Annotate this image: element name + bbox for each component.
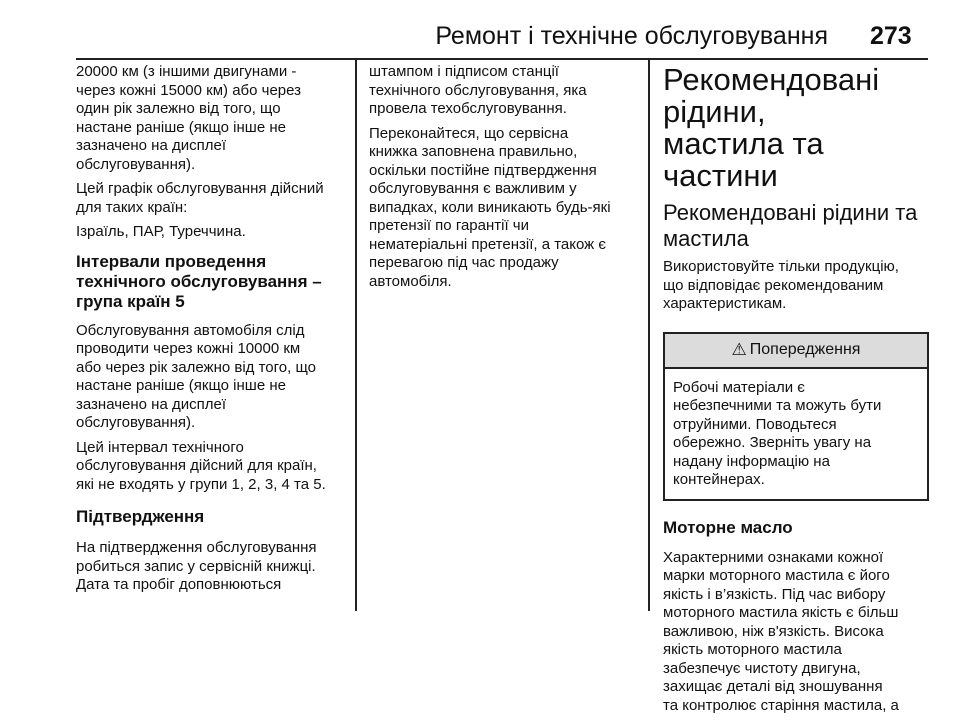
paragraph: На підтвердження обслуговування робиться запис у сервісній книжці. Дата та пробіг доповнюються bbox=[76, 539, 317, 593]
warning-text: Робочі матеріали є небезпечними та можуть бути отруйними. Поводьтеся обережно. Зверніть увагу на надану інформацію на контейнерах. bbox=[673, 378, 882, 488]
column-1 bbox=[76, 60, 344, 601]
warning-box bbox=[663, 332, 929, 501]
paragraph: 20000 км (з іншими двигунами - через кожні 15000 км) або через один рік залежно від того, що настане раніше (якщо інше не зазначено на дисплеї обслуговування). bbox=[76, 63, 302, 173]
column-divider-2 bbox=[648, 60, 650, 611]
paragraph: Цей інтервал технічного обслуговування дійсний для країн, які не входять у групи 1, 2, 3, 4 та 5. bbox=[76, 438, 326, 493]
column-2 bbox=[369, 60, 637, 297]
section-heading: Інтервали проведення технічного обслуговування – група країн 5 bbox=[76, 251, 322, 311]
paragraph: Характерними ознаками кожної марки моторного мастила є його якість і в’язкість. Під час вибору моторного мастила якість є більш важливою, ніж в'язкість. Висока якість моторного мастила забезпечує чистоту двигуна, захищає деталі від зношування та контролює старіння мастила, а bbox=[663, 548, 899, 714]
paragraph: Обслуговування автомобіля слід проводити через кожні 10000 км або через рік залежно від того, що настане раніше (якщо інше не зазначено на дисплеї обслуговування). bbox=[76, 321, 316, 431]
paragraph: Ізраїль, ПАР, Туреччина. bbox=[76, 223, 246, 240]
column-divider-1 bbox=[355, 60, 357, 611]
subsection-heading: Моторне масло bbox=[663, 517, 793, 537]
paragraph: Переконайтеся, що сервісна книжка заповнена правильно, оскільки постійне підтвердження обслуговування є важливим у випадках, коли виникають будь-які претензії по гарантії чи нематеріальні претензії, а також є перевагою під час продажу автомобіля. bbox=[369, 124, 611, 290]
page-number: 273 bbox=[870, 22, 912, 50]
column-3 bbox=[663, 60, 928, 721]
paragraph: Використовуйте тільки продукцію, що відповідає рекомендованим характеристикам. bbox=[663, 258, 899, 312]
warning-header bbox=[665, 334, 927, 369]
paragraph: штампом і підписом станції технічного обслуговування, яка провела техобслуговування. bbox=[369, 63, 587, 117]
header-title: Ремонт і технічне обслуговування bbox=[435, 22, 828, 50]
paragraph: Цей графік обслуговування дійсний для таких країн: bbox=[76, 180, 324, 216]
section-heading: Підтвердження bbox=[76, 507, 205, 526]
warning-triangle-icon: ⚠ bbox=[731, 340, 747, 359]
section-heading: Рекомендовані рідини та мастила bbox=[663, 200, 918, 251]
chapter-heading: Рекомендовані рідини, мастила та частини bbox=[663, 62, 880, 193]
warning-title: Попередження bbox=[749, 341, 861, 358]
